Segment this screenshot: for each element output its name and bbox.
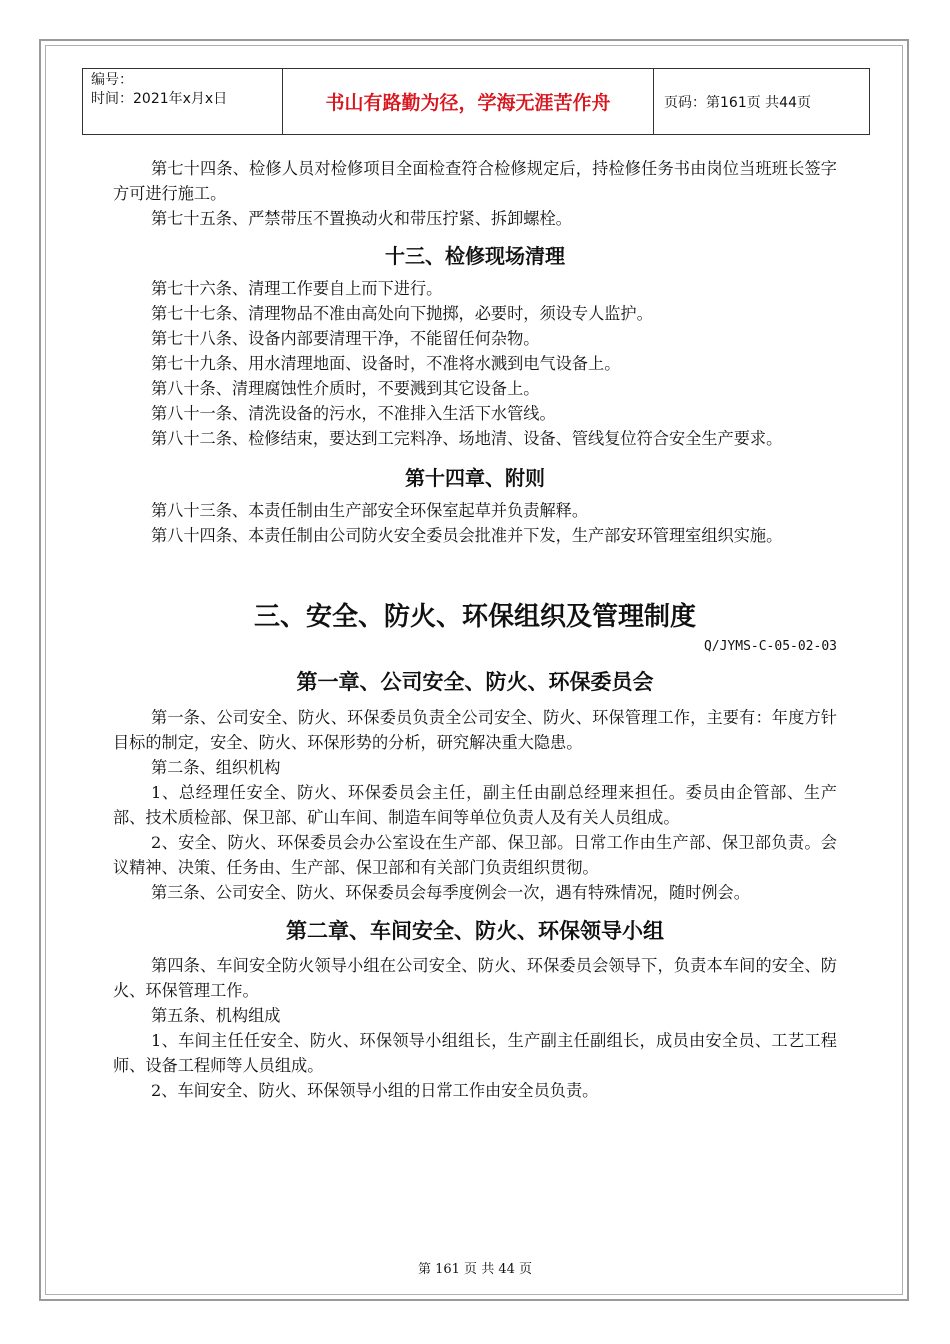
document-body bbox=[113, 156, 837, 1103]
paragraph: 第三条、公司安全、防火、环保委员会每季度例会一次，遇有特殊情况，随时例会。 bbox=[151, 883, 750, 902]
header-table bbox=[82, 68, 870, 135]
paragraph: 2、车间安全、防火、环保领导小组的日常工作由安全员负责。 bbox=[151, 1081, 599, 1100]
main-section-heading: 三、安全、防火、环保组织及管理制度 bbox=[253, 602, 696, 632]
paragraph: 1、总经理任安全、防火、环保委员会主任，副主任由副总经理来担任。委员由企管部、生产部、技术质检部、保卫部、矿山车间、制造车间等单位负责人及有关人员组成。 bbox=[113, 783, 837, 827]
paragraph: 第七十六条、清理工作要自上而下进行。 bbox=[151, 279, 443, 298]
header-page-label: 页码：第161页 共44页 bbox=[664, 94, 811, 111]
paragraph: 第五条、机构组成 bbox=[151, 1006, 281, 1025]
paragraph: 第八十三条、本责任制由生产部安全环保室起草并负责解释。 bbox=[151, 501, 589, 520]
paragraph: 第二条、组织机构 bbox=[151, 758, 281, 777]
doc-time-label: 时间：2021年x月x日 bbox=[91, 91, 228, 107]
paragraph: 第七十八条、设备内部要清理干净，不能留任何杂物。 bbox=[151, 329, 540, 348]
paragraph: 第七十五条、严禁带压不置换动火和带压拧紧、拆卸螺栓。 bbox=[151, 209, 572, 228]
paragraph: 第七十七条、清理物品不准由高处向下抛掷，必要时，须设专人监护。 bbox=[151, 304, 653, 323]
paragraph: 第八十条、清理腐蚀性介质时，不要溅到其它设备上。 bbox=[151, 379, 540, 398]
section-heading: 十三、检修现场清理 bbox=[385, 244, 565, 268]
paragraph: 第四条、车间安全防火领导小组在公司安全、防火、环保委员会领导下，负责本车间的安全、防火、环保管理工作。 bbox=[113, 956, 837, 1000]
chapter-heading: 第二章、车间安全、防火、环保领导小组 bbox=[286, 919, 664, 943]
header-info-cell bbox=[83, 69, 283, 134]
paragraph: 1、车间主任任安全、防火、环保领导小组组长，生产副主任副组长，成员由安全员、工艺工程师、设备工程师等人员组成。 bbox=[113, 1031, 837, 1075]
chapter-heading: 第一章、公司安全、防火、环保委员会 bbox=[296, 670, 654, 694]
chapter-heading: 第十四章、附则 bbox=[405, 466, 545, 490]
paragraph: 第七十九条、用水清理地面、设备时，不准将水溅到电气设备上。 bbox=[151, 354, 621, 373]
paragraph: 第八十四条、本责任制由公司防火安全委员会批准并下发，生产部安环管理室组织实施。 bbox=[151, 526, 783, 545]
paragraph: 第一条、公司安全、防火、环保委员负责全公司安全、防火、环保管理工作，主要有：年度方针目标的制定，安全、防火、环保形势的分析，研究解决重大隐患。 bbox=[113, 708, 837, 752]
document-code: Q/JYMS-C-05-02-03 bbox=[703, 639, 837, 654]
paragraph: 第八十一条、清洗设备的污水，不准排入生活下水管线。 bbox=[151, 404, 556, 423]
paragraph: 第七十四条、检修人员对检修项目全面检查符合检修规定后，持检修任务书由岗位当班班长签字方可进行施工。 bbox=[113, 159, 837, 203]
doc-number-label: 编号： bbox=[91, 72, 133, 88]
paragraph: 第八十二条、检修结束，要达到工完料净、场地清、设备、管线复位符合安全生产要求。 bbox=[151, 429, 783, 448]
header-motto: 书山有路勤为径，学海无涯苦作舟 bbox=[283, 69, 654, 134]
paragraph: 2、安全、防火、环保委员会办公室设在生产部、保卫部。日常工作由生产部、保卫部负责。会议精神、决策、任务由、生产部、保卫部和有关部门负责组织贯彻。 bbox=[113, 833, 837, 877]
page-footer: 第 161 页 共 44 页 bbox=[417, 1262, 533, 1277]
